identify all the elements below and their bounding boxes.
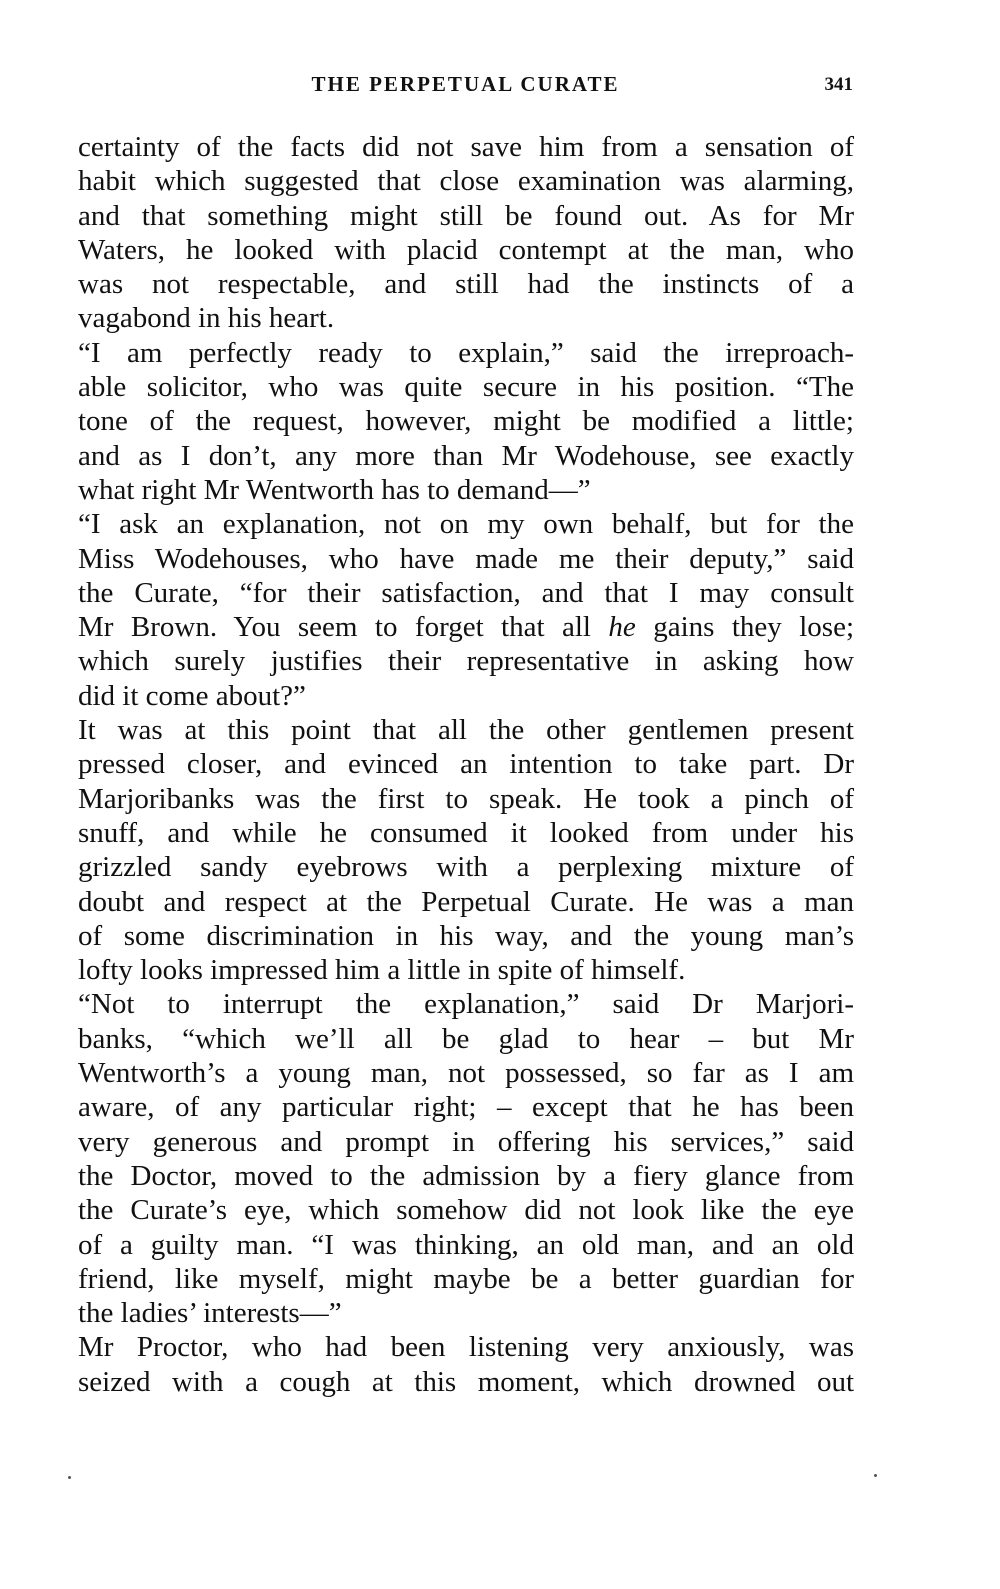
- text-line: pressed closer, and evinced an intention to take part. Dr: [78, 748, 854, 781]
- text-line: grizzled sandy eyebrows with a perplexing mixture of: [78, 851, 854, 884]
- text-line: which surely justifies their representative in asking how: [78, 645, 854, 678]
- text-line: certainty of the facts did not save him from a sensation of: [78, 131, 854, 163]
- text-line: “I ask an explanation, not on my own behalf, but for the: [78, 508, 854, 541]
- text-line: and as I don’t, any more than Mr Wodehouse, see exactly: [78, 439, 854, 472]
- text-line: “Not to interrupt the explanation,” said Dr Marjori-: [78, 988, 854, 1021]
- text-line: able solicitor, who was quite secure in his position. “The: [78, 371, 854, 404]
- text-line: friend, like myself, might maybe be a better guardian for: [78, 1262, 854, 1295]
- running-header: [78, 72, 853, 106]
- text-line: It was at this point that all the other gentlemen present: [78, 714, 854, 747]
- text-line: the Doctor, moved to the admission by a fiery glance from: [78, 1159, 854, 1192]
- text-line: and that something might still be found out. As for Mr: [78, 199, 854, 232]
- text-line: of a guilty man. “I was thinking, an old man, and an old: [78, 1228, 854, 1261]
- text-segment: Mr Brown. You seem to forget that all: [78, 611, 609, 644]
- text-line: doubt and respect at the Perpetual Curate. He was a man: [78, 885, 854, 918]
- scan-speck: [874, 1474, 877, 1477]
- text-line: very generous and prompt in offering his services,” said: [78, 1125, 854, 1158]
- text-line: Marjoribanks was the first to speak. He took a pinch of: [78, 782, 854, 815]
- text-line: tone of the request, however, might be modified a little;: [78, 405, 854, 438]
- text-line: snuff, and while he consumed it looked from under his: [78, 816, 854, 849]
- text-line: of some discrimination in his way, and the young man’s: [78, 919, 854, 952]
- text-line: Mr Proctor, who had been listening very anxiously, was: [78, 1331, 854, 1364]
- text-line: habit which suggested that close examination was alarming,: [78, 165, 854, 198]
- text-line: did it come about?”: [78, 679, 306, 712]
- text-line: the ladies’ interests—”: [78, 1297, 342, 1330]
- text-line: “I am perfectly ready to explain,” said the irreproach-: [78, 336, 854, 369]
- text-line: aware, of any particular right; – except that he has been: [78, 1091, 854, 1124]
- body-text: [78, 130, 854, 1399]
- text-line: banks, “which we’ll all be glad to hear – but Mr: [78, 1022, 854, 1055]
- text-line: Wentworth’s a young man, not possessed, so far as I am: [78, 1057, 854, 1090]
- text-segment: gains they lose;: [635, 611, 854, 644]
- text-line: the Curate’s eye, which somehow did not look like the eye: [78, 1194, 854, 1227]
- text-line: was not respectable, and still had the instincts of a: [78, 268, 854, 301]
- scan-speck: [68, 1476, 71, 1479]
- running-title: THE PERPETUAL CURATE: [311, 72, 620, 96]
- page-number: 341: [824, 74, 853, 95]
- text-line-with-italic: [78, 610, 854, 644]
- text-line: what right Mr Wentworth has to demand—”: [78, 473, 591, 506]
- text-line: Waters, he looked with placid contempt at the man, who: [78, 233, 854, 266]
- italic-word: he: [608, 611, 636, 644]
- text-line: lofty looks impressed him a little in spite of himself.: [78, 954, 686, 987]
- text-line: vagabond in his heart.: [78, 302, 335, 335]
- text-line: seized with a cough at this moment, which drowned out: [78, 1365, 854, 1398]
- text-line: the Curate, “for their satisfaction, and that I may consult: [78, 576, 854, 609]
- text-line: Miss Wodehouses, who have made me their deputy,” said: [78, 542, 854, 575]
